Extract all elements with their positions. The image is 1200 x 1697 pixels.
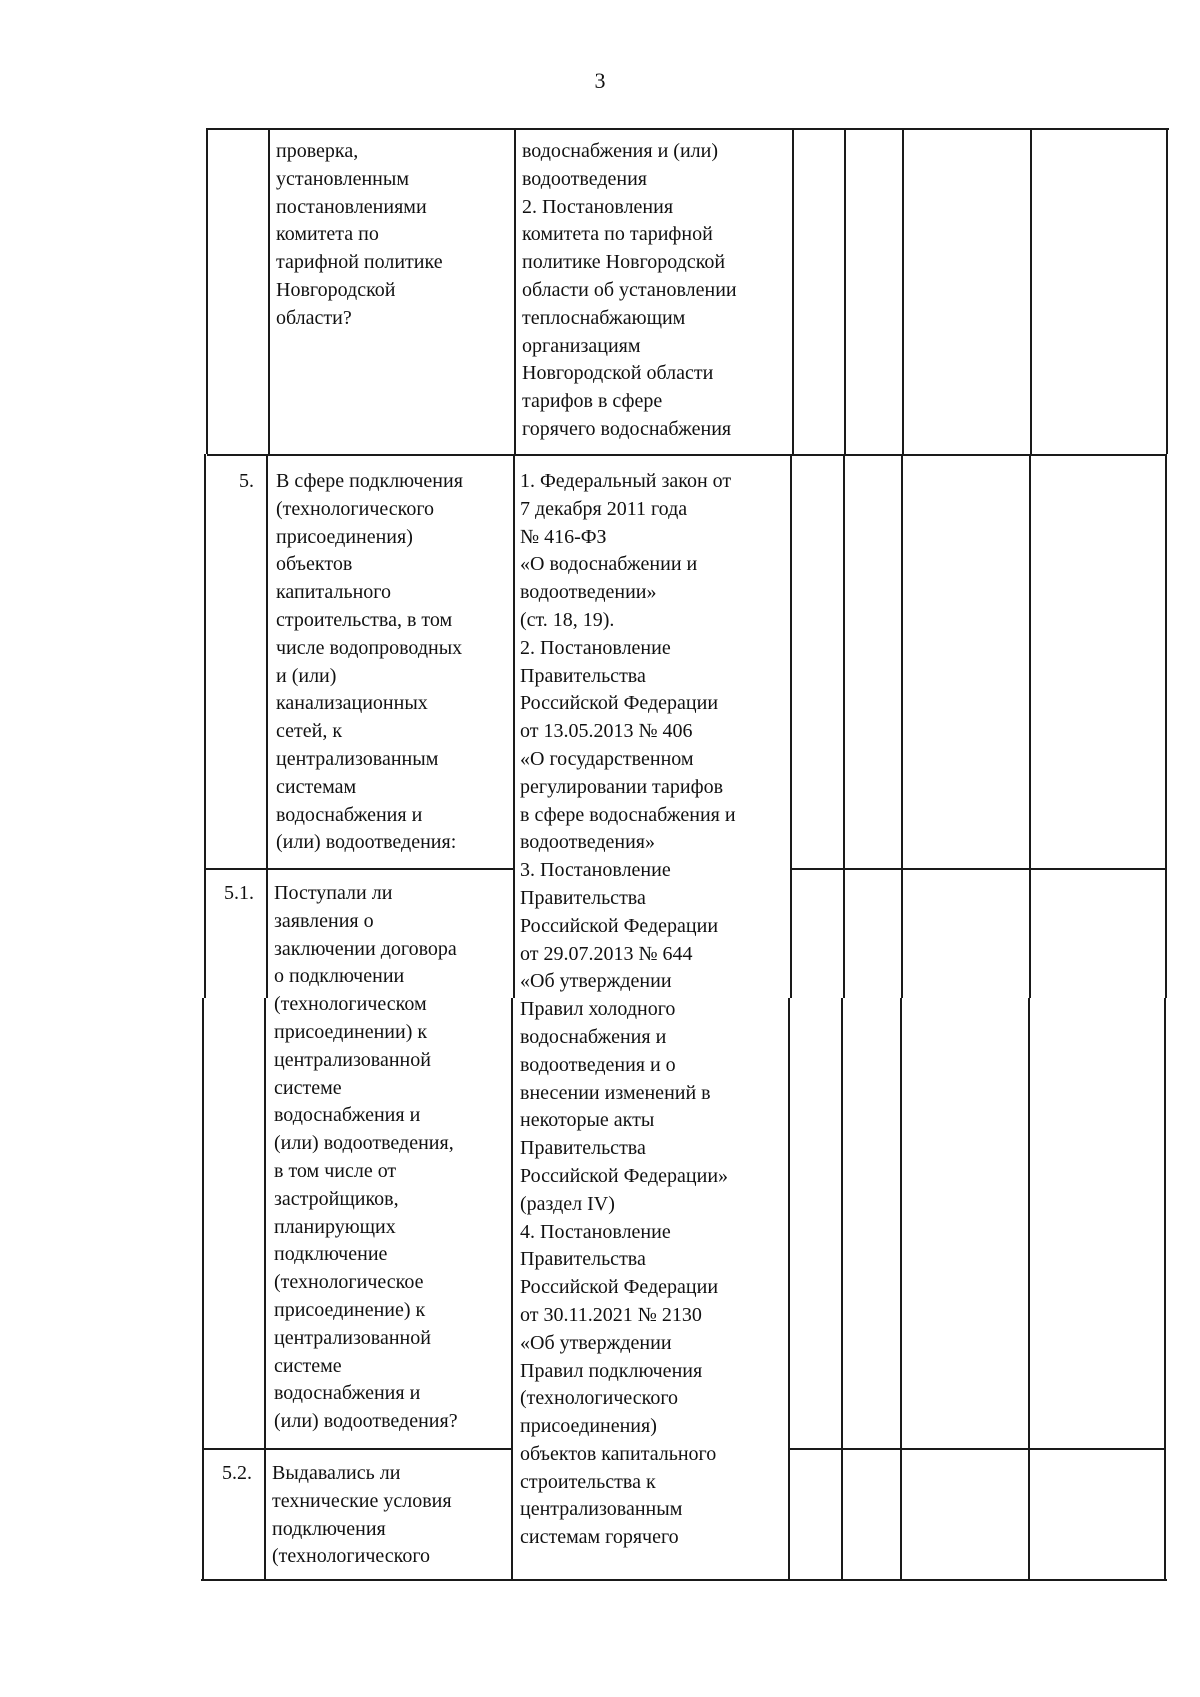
col-legal-divider	[788, 998, 790, 1581]
col-na-divider	[1028, 998, 1030, 1581]
table-left-border	[206, 128, 208, 454]
table-left-border	[204, 454, 206, 998]
row-separator	[788, 1448, 1165, 1450]
legal-basis-cell-continuation: водоснабжения и (или) водоотведения 2. Постановления комитета по тарифной политике Новгородской области об установлении теплоснабжающим организациям Новгородской области тарифов в сфере горячего водоснабжения	[522, 140, 737, 440]
table-left-border	[202, 998, 204, 1581]
col-yes-divider	[843, 454, 845, 998]
col-question-divider	[514, 128, 516, 454]
col-yes-divider	[841, 998, 843, 1581]
col-legal-divider	[792, 128, 794, 454]
col-number-divider	[268, 128, 270, 454]
row-number-5-2: 5.2.	[222, 1462, 252, 1484]
col-no-divider	[902, 128, 904, 454]
page-number: 3	[594, 68, 606, 93]
table-right-border	[1164, 998, 1166, 1581]
table-right-border	[1166, 128, 1168, 454]
row-number-5: 5.	[239, 470, 254, 492]
table-bottom-border	[201, 1579, 1167, 1581]
table-top-border	[208, 128, 1169, 130]
col-na-divider	[1030, 128, 1032, 454]
row-separator	[204, 868, 513, 870]
col-number-divider	[264, 998, 266, 1581]
table-right-border	[1165, 454, 1167, 998]
question-cell-5: В сфере подключения (технологического присоединения) объектов капитального строительства, в том числе водопроводных и (или) канализационных сетей, к централизованным системам водоснабжения и (или) водоотведения:	[276, 470, 463, 854]
row-separator	[790, 868, 1166, 870]
row-separator	[202, 1448, 512, 1450]
col-na-divider	[1029, 454, 1031, 998]
col-question-divider	[513, 454, 515, 998]
row-number-5-1: 5.1.	[224, 882, 254, 904]
col-legal-divider	[790, 454, 792, 998]
col-yes-divider	[844, 128, 846, 454]
col-no-divider	[900, 998, 902, 1581]
question-cell-5-2: Выдавались ли технические условия подключения (технологического	[272, 1462, 452, 1568]
question-cell-continuation: проверка, установленным постановлениями комитета по тарифной политике Новгородской области?	[276, 140, 443, 329]
col-no-divider	[901, 454, 903, 998]
row-separator	[207, 454, 1167, 456]
legal-basis-cell-merged: 1. Федеральный закон от 7 декабря 2011 года № 416-ФЗ «О водоснабжении и водоотведении» (ст. 18, 19). 2. Постановление Правительства Российской Федерации от 13.05.2013 № 406 «О государственном регулировании тарифов в сфере водоснабжения и водоотведения» 3. Постановление Правительства Российской Федерации от 29.07.2013 № 644 «Об утверждении Правил холодного водоснабжения и водоотведения и о внесении изменений в некоторые акты Правительства Российской Федерации» (раздел IV) 4. Постановление Правительства Российской Федерации от 30.11.2021 № 2130 «Об утверждении Правил подключения (технологического присоединения) объектов капитального строительства к централизованным системам горячего	[520, 470, 736, 1549]
col-number-divider	[266, 454, 268, 998]
question-cell-5-1: Поступали ли заявления о заключении договора о подключении (технологическом присоединении) к централизованной системе водоснабжения и (или) водоотведения, в том числе от застройщиков, планирующих подключение (технологическое присоединение) к централизованной системе водоснабжения и (или) водоотведения?	[274, 882, 458, 1433]
col-question-divider	[511, 998, 513, 1581]
